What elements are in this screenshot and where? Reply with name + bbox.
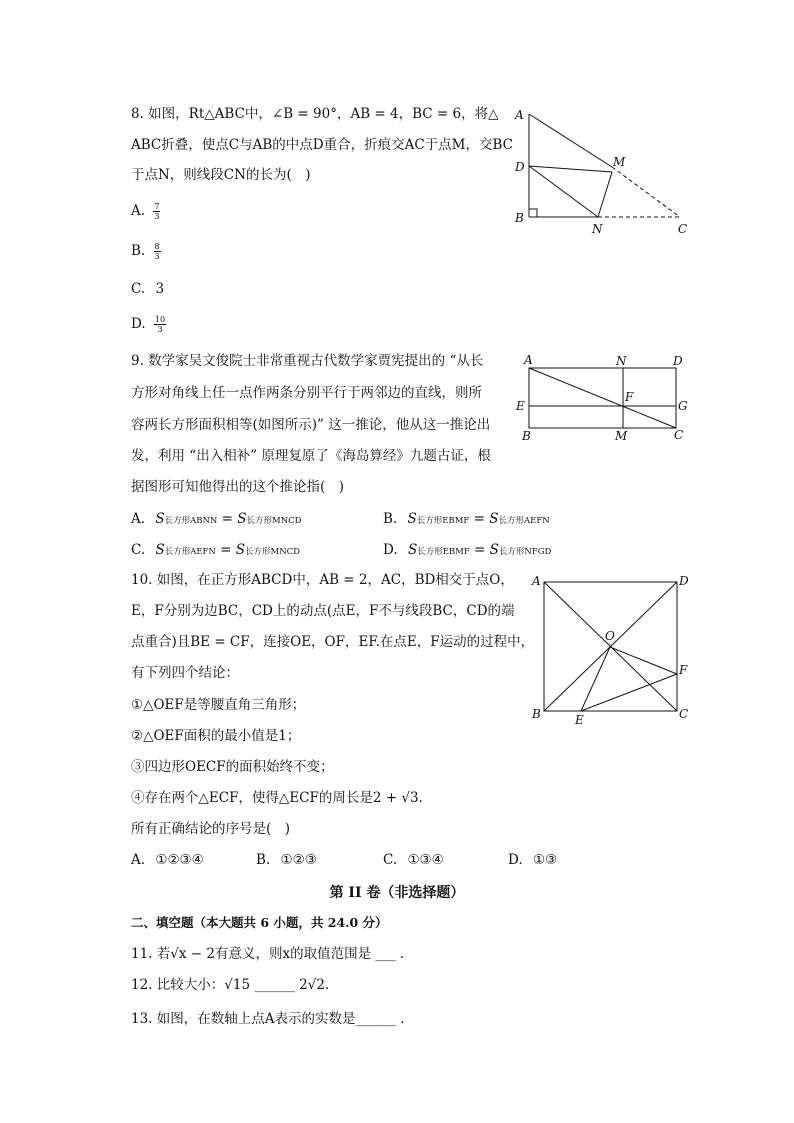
label-o: O [605, 629, 615, 643]
q8-option-b [131, 242, 161, 261]
label-f: F [679, 663, 688, 677]
question-12: 12. 比较大小：√15 ______ 2√2. [131, 977, 330, 993]
q9-line-2: 方形对角线上任一点作两条分别平行于两邻边的直线，则所 [131, 385, 482, 401]
q10-option-c: C. ①③④ [383, 852, 444, 868]
q9-line-5: 据图形可知他得出的这个推论指( ) [131, 479, 345, 495]
q9-line-4: 发，利用 “出入相补” 原理复原了《海岛算经》九题古证，根 [131, 448, 491, 464]
q10-line-1: 10. 如图，在正方形ABCD中，AB = 2，AC，BD相交于点O， [131, 572, 514, 588]
q10-line-prompt: 所有正确结论的序号是( ) [131, 821, 291, 837]
option-label: D. [131, 316, 146, 332]
fraction: $\frac{7}{3}$ [154, 202, 160, 221]
q8-option-a [131, 202, 160, 221]
q10-conclusion-2: ②△OEF面积的最小值是1； [131, 728, 301, 744]
label-a: A [524, 353, 533, 367]
q9-option-a: A. S长方形ABNN = S长方形MNCD [131, 511, 302, 527]
label-c: C [678, 222, 688, 236]
label-n: N [616, 354, 627, 368]
q8-figure [510, 100, 700, 240]
q8-option-d [131, 315, 166, 334]
q9-option-c: C. S长方形AEFN = S长方形MNCD [131, 542, 300, 558]
label-a: A [532, 574, 541, 588]
label-m: M [613, 155, 626, 169]
q8-line-1: 8. 如图，Rt△ABC中，∠B = 90°，AB = 4，BC = 6，将△ [131, 106, 499, 122]
label-g: G [678, 399, 688, 413]
label-d: D [515, 160, 525, 174]
label-c: C [674, 428, 684, 442]
section-title: 第 II 卷（非选择题） [329, 885, 465, 901]
q10-figure [525, 570, 700, 730]
q8-line-2: ABC折叠，使点C与AB的中点D重合，折痕交AC于点M，交BC [131, 137, 513, 153]
label-b: B [522, 429, 531, 443]
q9-option-b: B. S长方形EBMF = S长方形AEFN [383, 511, 550, 527]
label-f: F [625, 390, 634, 404]
label-c: C [679, 707, 689, 721]
q9-option-d: D. S长方形EBMF = S长方形NFGD [383, 542, 552, 558]
question-13: 13. 如图，在数轴上点A表示的实数是______ . [131, 1011, 405, 1027]
label-d: D [673, 354, 683, 368]
q9-figure [510, 352, 700, 444]
q10-line-3: 点重合)且BE = CF，连接OE，OF，EF.在点E，F运动的过程中， [131, 634, 535, 650]
q9-line-3: 容两长方形面积相等(如图所示)” 这一推论，他从这一推论出 [131, 417, 491, 433]
q10-line-2: E，F分别为边BC，CD上的动点(点E，F不与线段BC，CD的端 [131, 603, 515, 619]
label-d: D [679, 574, 689, 588]
section-heading: 二、填空题（本大题共 6 小题，共 24.0 分） [131, 915, 388, 930]
q10-conclusion-3: ③四边形OECF的面积始终不变； [131, 759, 334, 775]
q10-line-4: 有下列四个结论： [131, 665, 239, 681]
q10-option-b: B. ①②③ [256, 852, 317, 868]
q8-line-3: 于点N，则线段CN的长为( ) [131, 167, 311, 183]
option-label: C. [131, 281, 146, 297]
option-label: B. [131, 243, 146, 259]
label-b: B [532, 707, 541, 721]
label-n: N [592, 222, 603, 236]
fraction: $\frac{8}{3}$ [154, 242, 160, 261]
option-label: A. [131, 203, 146, 219]
q10-option-a: A. ①②③④ [131, 852, 204, 868]
label-b: B [515, 211, 524, 225]
label-e: E [575, 713, 584, 727]
label-m: M [615, 429, 628, 443]
option-value: 3 [155, 281, 165, 297]
fraction: $\frac{10}{3}$ [154, 315, 166, 334]
q10-option-d: D. ①③ [508, 852, 558, 868]
q10-conclusion-4: ④存在两个△ECF，使得△ECF的周长是2 + √3. [131, 790, 423, 806]
question-11: 11. 若√x − 2有意义，则x的取值范围是 ___ . [131, 946, 405, 962]
q8-option-c [131, 280, 164, 298]
q10-conclusion-1: ①△OEF是等腰直角三角形； [131, 697, 306, 713]
q9-line-1: 9. 数学家吴文俊院士非常重视古代数学家贾宪提出的 “从长 [131, 353, 484, 369]
label-e: E [516, 399, 525, 413]
label-a: A [515, 108, 524, 122]
